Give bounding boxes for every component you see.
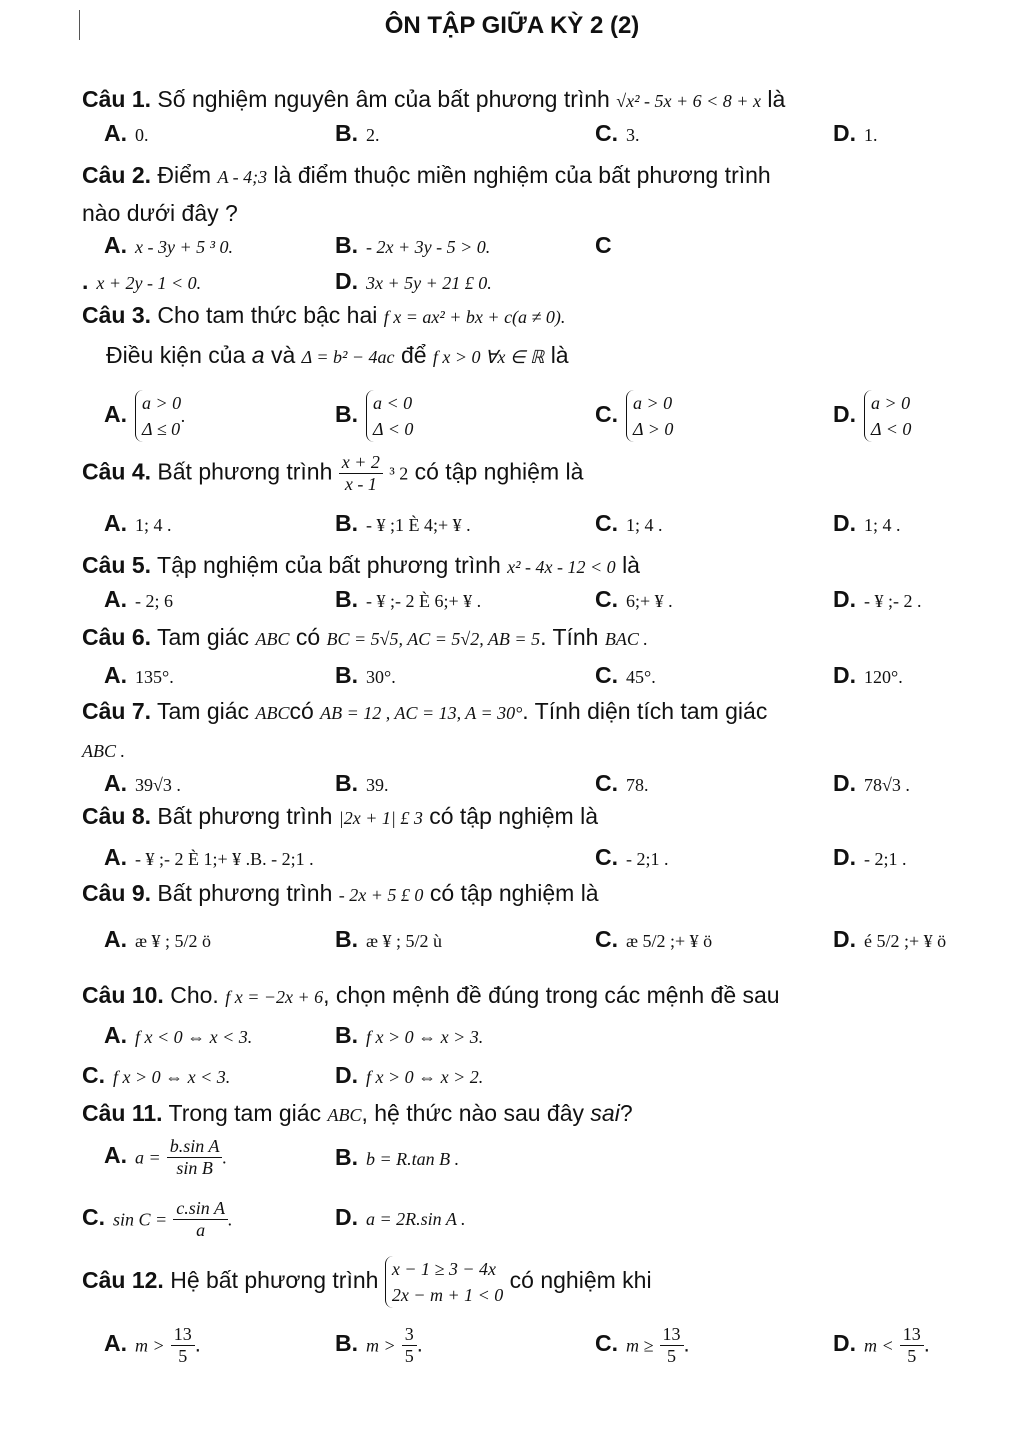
page-title: ÔN TẬP GIỮA KỲ 2 (2) (384, 12, 640, 39)
question-tail: là (767, 86, 786, 112)
options-q3 (0, 382, 1024, 444)
options-q11-row1 (0, 1130, 1024, 1190)
question-tail: là điểm thuộc miền nghiệm của bất phương trình (273, 162, 771, 188)
question-8: Câu 8. Bất phương trình |2x + 1| £ 3 có tập nghiệm là (82, 803, 599, 829)
options-q10-row2 (0, 1062, 1024, 1096)
question-label: Câu 4. (82, 458, 152, 485)
option-b[interactable]: B. m > $\frac{3}{5}$ . (335, 1324, 423, 1366)
option-a[interactable]: A. f x < 0 ⇔ x < 3. (104, 1022, 253, 1048)
option-c[interactable]: C. - 2;1 . (595, 844, 669, 870)
option-d[interactable]: D. 1; 4 . (833, 510, 901, 536)
question-label: Câu 3. (82, 302, 152, 328)
question-10: Câu 10. Cho. f x = −2x + 6, chọn mệnh đề đúng trong các mệnh đề sau (82, 982, 780, 1008)
question-text: Tập nghiệm của bất phương trình (157, 552, 501, 578)
question-2-line2: nào dưới đây ? (82, 200, 238, 226)
question-7: Câu 7. Tam giác ABCcó AB = 12 , AC = 13, A = 30°. Tính diện tích tam giác (82, 698, 768, 724)
option-a[interactable]: A. a = $\frac{\text{b.sin A}}{\text{sin B}}$ . (104, 1136, 227, 1178)
option-b[interactable]: B. 2. (335, 120, 380, 146)
option-a[interactable]: A. x - 3y + 5 ³ 0. (104, 232, 234, 258)
question-label: Câu 5. (82, 552, 152, 578)
option-b[interactable]: B. b = R.tan B . (335, 1144, 460, 1170)
question-math: f x = ax² + bx + c(a ≠ 0). (383, 307, 566, 327)
question-label: Câu 9. (82, 880, 152, 906)
option-c[interactable]: C. 3. (595, 120, 640, 146)
option-c[interactable]: C. sin C = $\frac{\text{c.sin A}}{a}$ . (82, 1198, 233, 1240)
option-c[interactable]: C. æ 5/2 ;+ ¥ ö (595, 926, 713, 952)
option-c[interactable]: C. 45°. (595, 662, 656, 688)
option-b[interactable]: B. - ¥ ;- 2 È 6;+ ¥ . (335, 586, 482, 612)
question-text: Cho tam thức bậc hai (157, 302, 378, 328)
option-a[interactable]: A. - ¥ ;- 2 È 1;+ ¥ .B. - 2;1 . (104, 844, 314, 870)
question-7-line2: ABC . (82, 741, 125, 761)
question-1 (82, 86, 785, 113)
option-a[interactable]: A. 135°. (104, 662, 174, 688)
question-label: Câu 6. (82, 624, 152, 650)
question-math: √x² - 5x + 6 < 8 + x (616, 91, 761, 111)
option-a[interactable]: A. 1; 4 . (104, 510, 172, 536)
inequality-system: x − 1 ≥ 3 − 4x 2x − m + 1 < 0 (385, 1256, 503, 1308)
option-a[interactable]: A. 0. (104, 120, 149, 146)
options-q8 (0, 844, 1024, 878)
fraction: $\frac{x + 2}{x - 1}$ (339, 452, 383, 495)
option-b[interactable]: B. f x > 0 ⇔ x > 3. (335, 1022, 484, 1048)
question-text: Tam giác (157, 624, 250, 650)
options-q2-row1 (0, 232, 1024, 266)
question-11: Câu 11. Trong tam giác ABC, hệ thức nào sau đây sai? (82, 1100, 633, 1126)
option-c[interactable]: C. 1; 4 . (595, 510, 663, 536)
option-d[interactable]: D. é 5/2 ;+ ¥ ö (833, 926, 947, 952)
option-d[interactable]: D. - 2;1 . (833, 844, 907, 870)
question-text: Bất phương trình (157, 458, 333, 485)
question-label: Câu 11. (82, 1100, 163, 1126)
option-b[interactable]: B. - 2x + 3y - 5 > 0. (335, 232, 491, 258)
question-math: A - 4;3 (217, 167, 268, 187)
option-c[interactable]: C. m ≥ $\frac{13}{5}$ . (595, 1324, 690, 1366)
options-q9 (0, 926, 1024, 960)
option-b[interactable]: B. a < 0 Δ < 0 (335, 390, 413, 442)
options-q4 (0, 510, 1024, 544)
option-c[interactable]: C. f x > 0 ⇔ x < 3. (82, 1062, 231, 1088)
option-c[interactable]: C. a > 0 Δ > 0 (595, 390, 673, 442)
option-d[interactable]: D. f x > 0 ⇔ x > 2. (335, 1062, 484, 1088)
question-6: Câu 6. Tam giác ABC có BC = 5√5, AC = 5√2, AB = 5. Tính BAC . (82, 624, 648, 650)
option-c-value[interactable]: . x + 2y - 1 < 0. (82, 268, 202, 294)
option-b[interactable]: B. 30°. (335, 662, 396, 688)
question-label: Câu 8. (82, 803, 152, 829)
question-label: Câu 7. (82, 698, 152, 724)
options-q1 (0, 120, 1024, 154)
options-q2-row2 (0, 268, 1024, 302)
option-a[interactable]: A. æ ¥ ; 5/2 ö (104, 926, 212, 952)
option-d[interactable]: D. m < $\frac{13}{5}$ . (833, 1324, 930, 1366)
option-c[interactable]: C (595, 232, 612, 258)
options-q12 (0, 1324, 1024, 1384)
question-tail: có tập nghiệm là (414, 458, 584, 485)
option-b[interactable]: B. - ¥ ;1 È 4;+ ¥ . (335, 510, 471, 536)
option-a[interactable]: A. - 2; 6 (104, 586, 173, 612)
option-d[interactable]: D. 78√3 . (833, 770, 910, 796)
options-q11-row2 (0, 1192, 1024, 1252)
question-2 (82, 162, 771, 189)
question-label: Câu 12. (82, 1267, 164, 1294)
option-b[interactable]: B. æ ¥ ; 5/2 ù (335, 926, 443, 952)
question-text: Điểm (157, 162, 212, 188)
option-b[interactable]: B. 39. (335, 770, 389, 796)
question-text: Số nghiệm nguyên âm của bất phương trình (157, 86, 610, 112)
option-d[interactable]: D. a > 0 Δ < 0 (833, 390, 911, 442)
option-d[interactable]: D. 3x + 5y + 21 £ 0. (335, 268, 492, 294)
options-q5 (0, 586, 1024, 620)
question-label: Câu 1. (82, 86, 152, 112)
relation: ³ 2 (389, 463, 409, 484)
option-a[interactable]: A. m > $\frac{13}{5}$ . (104, 1324, 201, 1366)
options-q6 (0, 662, 1024, 696)
options-q10-row1 (0, 1022, 1024, 1056)
option-a[interactable]: A. a > 0 Δ ≤ 0 . (104, 390, 186, 442)
question-3 (82, 302, 565, 329)
question-5 (82, 552, 640, 579)
question-math: x² - 4x - 12 < 0 (507, 557, 616, 577)
option-d[interactable]: D. 1. (833, 120, 878, 146)
question-3-line2: Điều kiện của a và Δ = b² − 4ac để f x > 0 ∀x ∈ ℝ là (106, 342, 569, 368)
question-label: Câu 2. (82, 162, 152, 188)
option-a[interactable]: A. 39√3 . (104, 770, 181, 796)
option-c[interactable]: C. 6;+ ¥ . (595, 586, 673, 612)
options-q7 (0, 770, 1024, 804)
option-d[interactable]: D. - ¥ ;- 2 . (833, 586, 922, 612)
option-d[interactable]: D. 120°. (833, 662, 903, 688)
question-tail: là (622, 552, 640, 578)
question-4 (82, 452, 583, 495)
option-c[interactable]: C. 78. (595, 770, 649, 796)
question-label: Câu 10. (82, 982, 164, 1008)
question-12: Câu 12. Hệ bất phương trình x − 1 ≥ 3 − 4x 2x − m + 1 < 0 có nghiệm khi (82, 1256, 652, 1308)
question-9: Câu 9. Bất phương trình - 2x + 5 £ 0 có tập nghiệm là (82, 880, 599, 906)
option-d[interactable]: D. a = 2R.sin A . (335, 1204, 466, 1230)
